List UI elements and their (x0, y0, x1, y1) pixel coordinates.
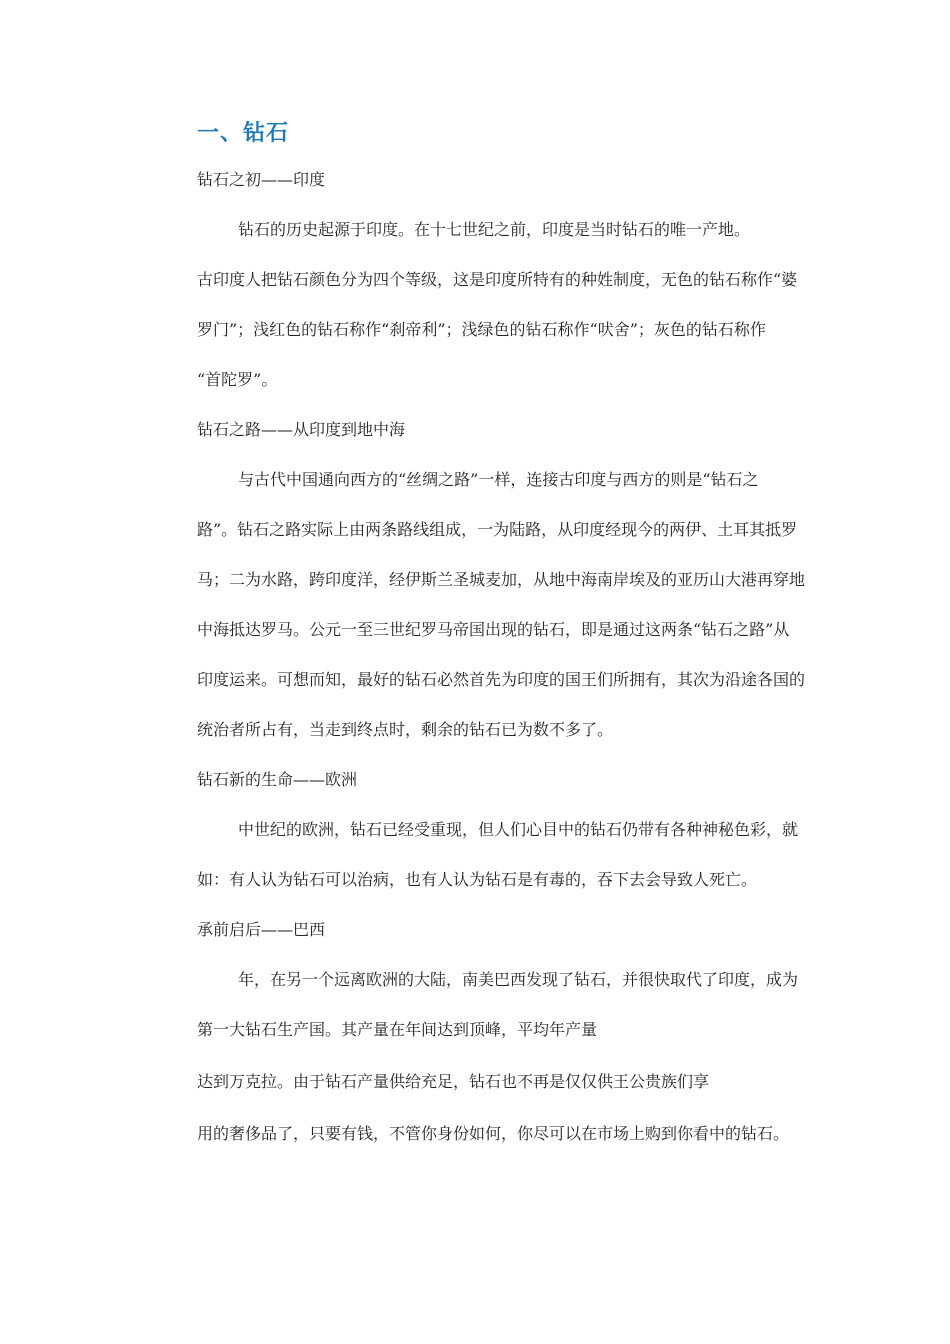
paragraph-line: 中世纪的欧洲，钻石已经受重现，但人们心目中的钻石仍带有各种神秘色彩，就 (238, 820, 799, 839)
paragraph-line: 印度运来。可想而知，最好的钻石必然首先为印度的国王们所拥有，其次为沿途各国的 (197, 670, 806, 689)
paragraph-line: 年，在另一个远离欧洲的大陆，南美巴西发现了钻石，并很快取代了印度，成为 (238, 970, 799, 989)
paragraph-line: “首陀罗”。 (197, 370, 278, 389)
section-heading-europe: 钻石新的生命——欧洲 (197, 770, 358, 789)
paragraph-line: 罗门”；浅红色的钻石称作“刹帝利”；浅绿色的钻石称作“吠舍”；灰色的钻石称作 (197, 320, 766, 339)
paragraph-line: 古印度人把钻石颜色分为四个等级，这是印度所特有的种姓制度，无色的钻石称作“婆 (197, 270, 798, 289)
section-heading-brazil: 承前启后——巴西 (197, 920, 326, 939)
paragraph-line: 第一大钻石生产国。其产量在年间达到顶峰，平均年产量 (197, 1020, 598, 1039)
page-title: 一、钻石 (197, 121, 290, 146)
paragraph-line: 路”。钻石之路实际上由两条路线组成，一为陆路，从印度经现今的两伊、土耳其抵罗 (197, 520, 798, 539)
paragraph-line: 与古代中国通向西方的“丝绸之路”一样，连接古印度与西方的则是“钻石之 (238, 470, 759, 489)
paragraph-line: 马；二为水路，跨印度洋，经伊斯兰圣城麦加，从地中海南岸埃及的亚历山大港再穿地 (197, 570, 806, 589)
paragraph-line: 统治者所占有，当走到终点时，剩余的钻石已为数不多了。 (197, 720, 614, 739)
section-heading-india: 钻石之初——印度 (197, 170, 326, 189)
paragraph-line: 中海抵达罗马。公元一至三世纪罗马帝国出现的钻石，即是通过这两条“钻石之路”从 (197, 620, 790, 639)
paragraph-line: 达到万克拉。由于钻石产量供给充足，钻石也不再是仅仅供王公贵族们享 (197, 1072, 710, 1091)
paragraph-line: 钻石的历史起源于印度。在十七世纪之前，印度是当时钻石的唯一产地。 (238, 220, 751, 239)
section-heading-mediterranean: 钻石之路——从印度到地中海 (197, 420, 406, 439)
paragraph-line: 用的奢侈品了，只要有钱，不管你身份如何，你尽可以在市场上购到你看中的钻石。 (197, 1124, 790, 1143)
paragraph-line: 如：有人认为钻石可以治病，也有人认为钻石是有毒的，吞下去会导致人死亡。 (197, 870, 758, 889)
